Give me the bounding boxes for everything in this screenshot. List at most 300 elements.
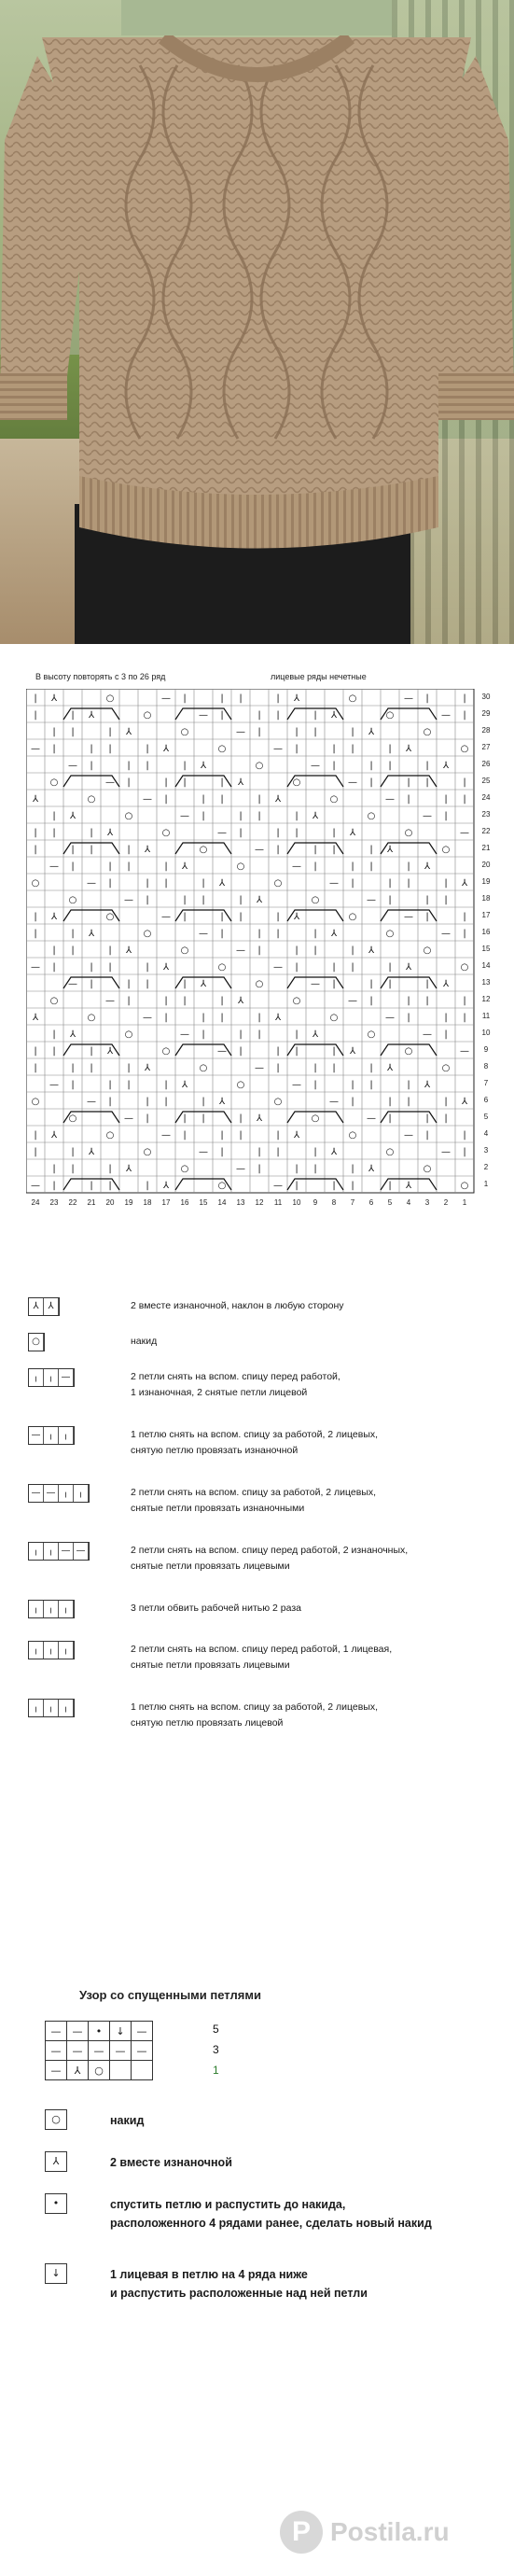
stitch-mark: ⅄: [162, 744, 170, 754]
stitch-mark: ○: [423, 1164, 432, 1174]
stitch-mark: ⅄: [162, 962, 170, 973]
stitch-mark: |: [164, 996, 168, 1006]
stitch-mark: ○: [161, 1046, 171, 1057]
stitch-mark: |: [108, 861, 112, 872]
stitch-mark: |: [34, 1147, 37, 1157]
stitch-mark: ⅄: [386, 845, 394, 855]
stitch-mark: |: [369, 1063, 373, 1073]
stitch-mark: —: [87, 1097, 96, 1107]
stitch-mark: —: [143, 1013, 152, 1023]
stitch-mark: |: [164, 1097, 168, 1107]
stitch-mark: ⅄: [274, 1013, 282, 1023]
stitch-mark: ○: [348, 1130, 357, 1141]
stitch-mark: —: [311, 761, 320, 771]
stitch-mark: |: [146, 744, 149, 754]
stitch-mark: ⅄: [442, 979, 450, 989]
stitch-mark: ⅄: [50, 693, 58, 704]
stitch-mark: |: [201, 1013, 205, 1023]
stitch-mark: |: [220, 1147, 224, 1157]
stitch-mark: |: [407, 794, 410, 805]
stitch-mark: |: [127, 777, 131, 788]
stitch-mark: |: [201, 811, 205, 821]
stitch-mark: ○: [180, 945, 189, 956]
stitch-mark: ○: [423, 727, 432, 737]
stitch-mark: —: [68, 979, 77, 989]
stitch-mark: —: [348, 996, 357, 1006]
decrease-icon: ⅄: [45, 2151, 67, 2172]
stitch-mark: |: [257, 929, 261, 939]
stitch-mark: ⅄: [200, 761, 207, 771]
column-number: 18: [143, 1198, 152, 1207]
stitch-mark: |: [257, 1029, 261, 1040]
row-number: 13: [481, 978, 491, 987]
stitch-mark: |: [332, 1046, 336, 1057]
stitch-mark: |: [257, 1147, 261, 1157]
stitch-mark: |: [220, 996, 224, 1006]
stitch-mark: |: [388, 744, 392, 754]
stitch-mark: |: [71, 929, 75, 939]
stitch-mark: |: [444, 1013, 448, 1023]
stitch-mark: ⅄: [218, 1097, 226, 1107]
stitch-mark: |: [463, 929, 466, 939]
stitch-mark: |: [201, 794, 205, 805]
stitch-mark: —: [199, 710, 208, 721]
yarn-over-icon: ○: [45, 2109, 67, 2130]
stitch-mark: ○: [292, 996, 301, 1006]
row-label: 1: [213, 2064, 219, 2077]
stitch-mark: ⅄: [32, 794, 39, 805]
stitch-mark: |: [71, 1164, 75, 1174]
stitch-mark: |: [313, 945, 317, 956]
stitch-mark: |: [220, 1013, 224, 1023]
stitch-mark: —: [31, 744, 40, 754]
stitch-mark: |: [183, 1113, 187, 1124]
stitch-mark: —: [423, 811, 432, 821]
stitch-mark: |: [52, 1181, 56, 1191]
row-number: 25: [481, 777, 491, 785]
postila-logo-icon: P: [280, 2511, 323, 2554]
stitch-mark: |: [407, 1080, 410, 1090]
stitch-mark: —: [199, 1147, 208, 1157]
stitch-mark: ○: [143, 710, 152, 721]
stitch-mark: |: [52, 945, 56, 956]
stitch-mark: ○: [255, 979, 264, 989]
stitch-mark: ○: [180, 1164, 189, 1174]
stitch-mark: ○: [199, 845, 208, 855]
column-number: 23: [49, 1198, 59, 1207]
stitch-mark: ⅄: [405, 962, 412, 973]
stitch-mark: |: [444, 1113, 448, 1124]
stitch-mark: |: [108, 945, 112, 956]
stitch-mark: |: [295, 744, 299, 754]
stitch-mark: —: [329, 878, 339, 889]
stitch-mark: ○: [124, 811, 133, 821]
stitch-mark: |: [425, 996, 429, 1006]
stitch-mark: —: [348, 777, 357, 788]
cable-cross-icon: — ╷ ╷: [28, 1426, 75, 1445]
stitch-mark: ⅄: [424, 861, 431, 872]
row-number: 23: [481, 810, 491, 819]
drop-stitch-grid: — — • ↓ — — — — — — — ⅄ ○: [45, 2021, 153, 2080]
stitch-mark: ○: [217, 1181, 227, 1191]
stitch-mark: ⅄: [50, 912, 58, 922]
stitch-mark: ⅄: [312, 1029, 319, 1040]
stitch-mark: ⅄: [125, 945, 132, 956]
stitch-mark: |: [239, 1046, 243, 1057]
stitch-mark: —: [199, 929, 208, 939]
stitch-mark: |: [351, 744, 354, 754]
knitted-sweater-image: [0, 0, 514, 644]
stitch-mark: ⅄: [461, 878, 468, 889]
stitch-mark: |: [313, 845, 317, 855]
row-number: 6: [483, 1096, 489, 1104]
stitch-mark: —: [441, 929, 451, 939]
drop-stitch-icon: •: [45, 2193, 67, 2214]
stitch-mark: |: [407, 777, 410, 788]
stitch-mark: |: [164, 1080, 168, 1090]
legend-text: 3 петли обвить рабочей нитью 2 раза: [131, 1603, 302, 1614]
stitch-mark: |: [295, 811, 299, 821]
stitch-mark: |: [295, 962, 299, 973]
stitch-mark: |: [108, 744, 112, 754]
stitch-mark: |: [276, 693, 280, 704]
legend-text: 1 петлю снять на вспом. спицу за работой, 2 лицевых, снятую петлю провязать изнаночной: [131, 1429, 379, 1456]
decrease-icon: ⅄ ⅄: [28, 1297, 60, 1316]
stitch-mark: |: [108, 1097, 112, 1107]
stitch-mark: —: [87, 878, 96, 889]
stitch-mark: —: [49, 1080, 59, 1090]
stitch-mark: |: [407, 878, 410, 889]
stitch-mark: —: [441, 710, 451, 721]
column-number: 22: [68, 1198, 77, 1207]
stitch-mark: ⅄: [368, 945, 375, 956]
stitch-mark: |: [201, 878, 205, 889]
row-number: 17: [481, 911, 491, 919]
stitch-mark: —: [292, 861, 301, 872]
stitch-mark: ○: [31, 1097, 40, 1107]
stitch-mark: |: [52, 744, 56, 754]
stitch-mark: |: [164, 777, 168, 788]
stitch-mark: ⅄: [405, 744, 412, 754]
row-number: 20: [481, 861, 491, 869]
stitch-mark: |: [257, 1164, 261, 1174]
stitch-mark: |: [90, 1063, 93, 1073]
stitch-mark: —: [124, 895, 133, 905]
stitch-mark: |: [444, 811, 448, 821]
stitch-mark: ⅄: [256, 1113, 263, 1124]
stitch-mark: —: [255, 845, 264, 855]
stitch-mark: |: [332, 1181, 336, 1191]
stitch-mark: |: [127, 1063, 131, 1073]
arrow-down-icon: ↓: [45, 2263, 67, 2284]
stitch-mark: |: [295, 828, 299, 838]
stitch-mark: ⅄: [106, 1046, 114, 1057]
stitch-mark: ⅄: [125, 727, 132, 737]
stitch-mark: |: [257, 794, 261, 805]
stitch-mark: |: [463, 1130, 466, 1141]
stitch-mark: |: [388, 895, 392, 905]
stitch-mark: |: [34, 929, 37, 939]
stitch-mark: ⅄: [349, 828, 356, 838]
stitch-mark: ○: [49, 777, 59, 788]
column-number: 15: [199, 1198, 208, 1207]
stitch-mark: —: [404, 1130, 413, 1141]
stitch-mark: ○: [255, 761, 264, 771]
row-number: 9: [483, 1045, 489, 1054]
row-number: 22: [481, 827, 491, 835]
stitch-mark: |: [351, 727, 354, 737]
stitch-mark: ○: [385, 710, 395, 721]
column-number: 11: [273, 1198, 283, 1207]
repeat-note: В высоту повторять с 3 по 26 ряд: [35, 672, 166, 681]
stitch-mark: |: [71, 710, 75, 721]
stitch-mark: |: [164, 1013, 168, 1023]
sweater-photo: [0, 0, 514, 644]
row-number: 4: [483, 1129, 489, 1138]
stitch-mark: |: [313, 929, 317, 939]
stitch-mark: |: [108, 1164, 112, 1174]
legend-text: 2 петли снять на вспом. спицу за работой, 2 лицевых, снятые петли провязать изнаночными: [131, 1487, 377, 1514]
stitch-mark: ⅄: [293, 1130, 300, 1141]
stitch-mark: ○: [199, 1063, 208, 1073]
watermark: [280, 2511, 450, 2554]
stitch-mark: |: [34, 1130, 37, 1141]
stitch-mark: |: [239, 1130, 243, 1141]
stitch-mark: |: [239, 811, 243, 821]
stitch-mark: ⅄: [218, 878, 226, 889]
stitch-mark: |: [127, 979, 131, 989]
stitch-mark: —: [236, 727, 245, 737]
row-number: 5: [483, 1113, 489, 1121]
stitch-mark: |: [276, 710, 280, 721]
stitch-mark: ○: [423, 945, 432, 956]
stitch-mark: ⅄: [293, 912, 300, 922]
stitch-mark: ⅄: [125, 1164, 132, 1174]
stitch-mark: ○: [292, 777, 301, 788]
stitch-mark: |: [183, 761, 187, 771]
stitch-mark: —: [31, 1181, 40, 1191]
stitch-mark: |: [369, 861, 373, 872]
stitch-mark: |: [201, 1097, 205, 1107]
stitch-mark: |: [183, 777, 187, 788]
stitch-mark: |: [295, 1046, 299, 1057]
yarn-over-icon: ○: [28, 1333, 45, 1351]
stitch-mark: |: [425, 912, 429, 922]
stitch-mark: |: [257, 727, 261, 737]
stitch-mark: |: [52, 1164, 56, 1174]
column-number: 20: [105, 1198, 115, 1207]
cable-cross-icon: ╷ ╷ —: [28, 1368, 75, 1387]
stitch-mark: ○: [311, 1113, 320, 1124]
stitch-mark: —: [124, 1113, 133, 1124]
stitch-mark: |: [444, 878, 448, 889]
stitch-mark: —: [68, 761, 77, 771]
stitch-mark: ⅄: [368, 1164, 375, 1174]
row-number: 2: [483, 1163, 489, 1171]
stitch-mark: ○: [441, 1063, 451, 1073]
cable-cross-icon: — — ╷ ╷: [28, 1484, 90, 1503]
row-number: 24: [481, 793, 491, 802]
row-number: 3: [483, 1146, 489, 1155]
drop-legend-text: 2 вместе изнаночной: [110, 2156, 232, 2169]
stitch-mark: ○: [404, 828, 413, 838]
drop-legend-text: накид: [110, 2114, 145, 2127]
stitch-mark: ○: [105, 693, 115, 704]
stitch-mark: |: [146, 895, 149, 905]
legend-text: 2 петли снять на вспом. спицу перед работой, 1 изнаночная, 2 снятые петли лицевой: [131, 1371, 340, 1398]
stitch-mark: |: [388, 962, 392, 973]
stitch-mark: |: [146, 1181, 149, 1191]
stitch-mark: |: [164, 794, 168, 805]
stitch-mark: —: [423, 1029, 432, 1040]
stitch-mark: |: [332, 828, 336, 838]
stitch-mark: |: [351, 878, 354, 889]
row-number: 1: [483, 1180, 489, 1188]
stitch-mark: |: [220, 929, 224, 939]
stitch-mark: ⅄: [181, 861, 188, 872]
stitch-mark: |: [388, 878, 392, 889]
stitch-mark: |: [388, 1113, 392, 1124]
column-number: 8: [331, 1198, 337, 1207]
stitch-grid: [26, 689, 493, 1197]
stitch-mark: |: [313, 1063, 317, 1073]
stitch-mark: |: [276, 912, 280, 922]
stitch-mark: |: [90, 962, 93, 973]
stitch-mark: ⅄: [293, 693, 300, 704]
stitch-mark: |: [313, 727, 317, 737]
stitch-mark: ○: [105, 1130, 115, 1141]
stitch-mark: |: [34, 845, 37, 855]
stitch-mark: ⅄: [181, 1080, 188, 1090]
stitch-mark: —: [180, 1029, 189, 1040]
stitch-mark: ○: [385, 929, 395, 939]
stitch-mark: |: [407, 996, 410, 1006]
stitch-mark: |: [425, 1130, 429, 1141]
stitch-mark: |: [388, 979, 392, 989]
stitch-mark: |: [425, 777, 429, 788]
stitch-mark: |: [463, 1013, 466, 1023]
stitch-mark: —: [292, 1080, 301, 1090]
stitch-mark: —: [217, 1046, 227, 1057]
stitch-mark: |: [183, 979, 187, 989]
stitch-mark: |: [108, 727, 112, 737]
column-number: 12: [255, 1198, 264, 1207]
stitch-mark: |: [71, 845, 75, 855]
stitch-mark: ○: [460, 962, 469, 973]
stitch-mark: |: [257, 1013, 261, 1023]
row-number: 18: [481, 894, 491, 903]
column-number: 4: [406, 1198, 411, 1207]
stitch-mark: |: [425, 693, 429, 704]
stitch-mark: —: [161, 912, 171, 922]
stitch-mark: |: [127, 845, 131, 855]
cable-cross-icon: ╷ ╷ ╷: [28, 1641, 75, 1659]
stitch-mark: |: [146, 1113, 149, 1124]
stitch-mark: ○: [460, 744, 469, 754]
stitch-mark: |: [108, 1080, 112, 1090]
stitch-mark: —: [273, 744, 283, 754]
stitch-mark: ○: [311, 895, 320, 905]
knitting-chart: [0, 644, 514, 1260]
stitch-mark: —: [236, 1164, 245, 1174]
stitch-mark: |: [276, 845, 280, 855]
stitch-mark: ⅄: [349, 1046, 356, 1057]
stitch-mark: ○: [404, 1046, 413, 1057]
stitch-mark: ⅄: [144, 1063, 151, 1073]
stitch-mark: |: [146, 962, 149, 973]
stitch-mark: ⅄: [368, 727, 375, 737]
stitch-mark: |: [295, 1181, 299, 1191]
stitch-mark: |: [34, 693, 37, 704]
legend-text: 2 вместе изнаночной, наклон в любую сторону: [131, 1300, 344, 1311]
row-label: 3: [213, 2043, 219, 2056]
stitch-mark: |: [444, 794, 448, 805]
stitch-mark: ○: [49, 996, 59, 1006]
column-number: 21: [87, 1198, 96, 1207]
stitch-mark: |: [295, 945, 299, 956]
stitch-mark: |: [220, 693, 224, 704]
drop-stitch-title: Узор со спущенными петлями: [79, 1988, 261, 2002]
stitch-mark: |: [369, 996, 373, 1006]
stitch-mark: ⅄: [200, 979, 207, 989]
row-number: 12: [481, 995, 491, 1003]
stitch-mark: |: [201, 895, 205, 905]
stitch-mark: |: [183, 996, 187, 1006]
watermark-text: Postila.ru: [330, 2517, 450, 2546]
stitch-mark: |: [239, 693, 243, 704]
stitch-mark: ○: [329, 794, 339, 805]
stitch-mark: |: [313, 1080, 317, 1090]
stitch-mark: |: [351, 861, 354, 872]
stitch-mark: |: [425, 979, 429, 989]
column-number: 2: [443, 1198, 449, 1207]
stitch-mark: |: [276, 1063, 280, 1073]
stitch-mark: |: [295, 1164, 299, 1174]
stitch-mark: ⅄: [330, 929, 338, 939]
stitch-mark: |: [146, 1097, 149, 1107]
stitch-mark: |: [313, 1147, 317, 1157]
stitch-mark: |: [388, 1097, 392, 1107]
stitch-mark: |: [332, 962, 336, 973]
stitch-mark: ○: [460, 1181, 469, 1191]
row-number: 11: [481, 1012, 491, 1020]
stitch-mark: —: [273, 962, 283, 973]
stitch-mark: ⅄: [32, 1013, 39, 1023]
stitch-mark: ⅄: [330, 710, 338, 721]
stitch-mark: |: [183, 693, 187, 704]
stitch-mark: |: [127, 1080, 131, 1090]
stitch-mark: |: [351, 1097, 354, 1107]
column-number: 24: [31, 1198, 40, 1207]
drop-legend-text: 1 лицевая в петлю на 4 ряда ниже и распустить расположенные над ней петли: [110, 2268, 368, 2300]
stitch-mark: |: [71, 727, 75, 737]
stitch-mark: —: [161, 693, 171, 704]
stitch-mark: |: [369, 777, 373, 788]
column-number: 13: [236, 1198, 245, 1207]
stitch-mark: |: [276, 1130, 280, 1141]
stitch-mark: |: [90, 845, 93, 855]
stitch-mark: |: [52, 962, 56, 973]
stitch-mark: ⅄: [106, 828, 114, 838]
stitch-mark: |: [239, 1029, 243, 1040]
stitch-mark: |: [201, 1113, 205, 1124]
stitch-mark: ○: [273, 878, 283, 889]
stitch-mark: |: [276, 1147, 280, 1157]
stitch-mark: |: [332, 744, 336, 754]
legend-text: накид: [131, 1336, 158, 1347]
stitch-mark: |: [220, 794, 224, 805]
stitch-mark: —: [255, 1063, 264, 1073]
